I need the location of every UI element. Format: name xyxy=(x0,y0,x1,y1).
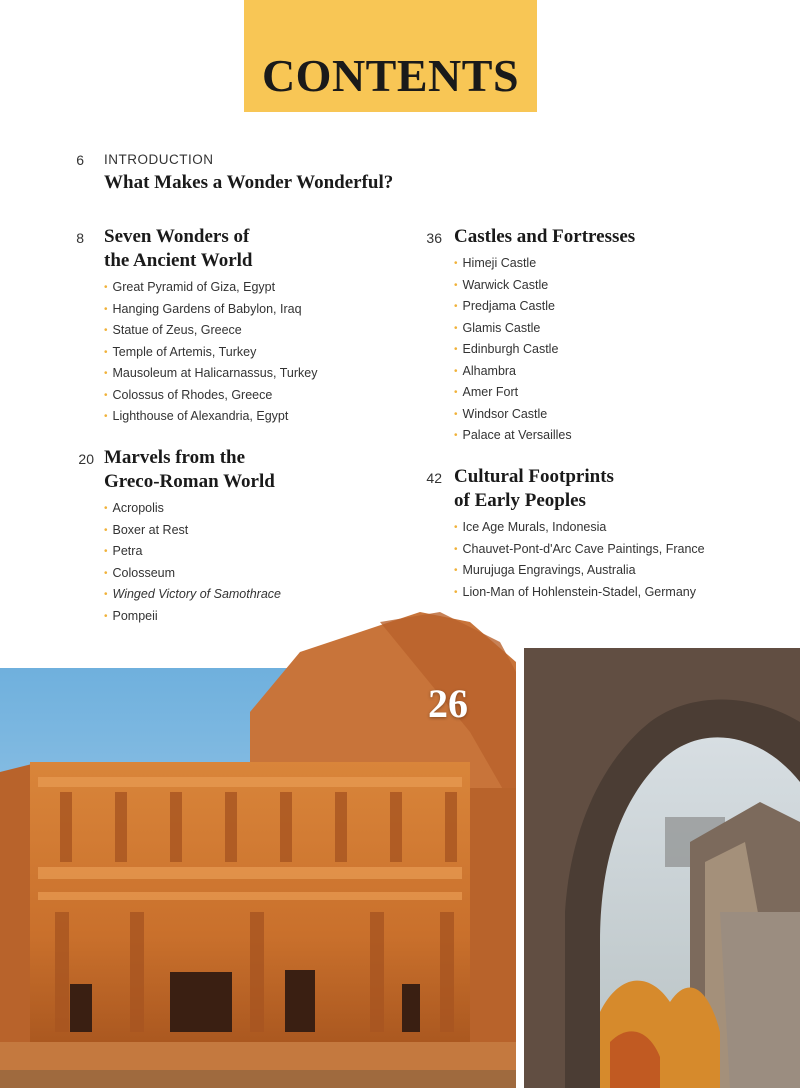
list-item: • Lighthouse of Alexandria, Egypt xyxy=(104,409,289,423)
title-banner xyxy=(244,0,537,112)
list-item: • Ice Age Murals, Indonesia xyxy=(454,520,607,534)
list-item: • Edinburgh Castle xyxy=(454,342,559,356)
list-item: • Glamis Castle xyxy=(454,320,541,335)
photo-page-number: 26 xyxy=(428,681,468,726)
list-item: • Hanging Gardens of Babylon, Iraq xyxy=(104,301,302,316)
list-item: • Petra xyxy=(104,544,143,558)
list-item: • Statue of Zeus, Greece xyxy=(104,323,242,337)
section-item-list xyxy=(454,253,572,447)
intro-page-number: 6 xyxy=(76,152,84,168)
list-item: • Himeji Castle xyxy=(454,256,537,270)
list-item: • Temple of Artemis, Turkey xyxy=(104,344,257,359)
list-item: • Warwick Castle xyxy=(454,277,549,292)
list-item: • Windsor Castle xyxy=(454,406,548,421)
section-heading: Cultural Footprints of Early Peoples xyxy=(454,466,614,511)
list-item: • Alhambra xyxy=(454,363,517,378)
list-item: • Murujuga Engravings, Australia xyxy=(454,563,636,577)
section-page-number: 20 xyxy=(78,451,94,467)
photo-strip xyxy=(0,612,800,1088)
intro-kicker: INTRODUCTION xyxy=(104,152,214,167)
list-item: • Colosseum xyxy=(104,565,176,580)
list-item: • Lion-Man of Hohlenstein-Stadel, Germany xyxy=(454,584,696,599)
list-item: • Palace at Versailles xyxy=(454,428,572,442)
section-heading: Marvels from the Greco-Roman World xyxy=(104,447,275,492)
list-item: • Great Pyramid of Giza, Egypt xyxy=(104,280,276,294)
list-item: • Pompeii xyxy=(104,608,158,623)
section-item-list xyxy=(104,277,317,428)
list-item: • Amer Fort xyxy=(454,385,519,399)
section-heading: Seven Wonders of the Ancient World xyxy=(104,226,253,271)
list-item: • Boxer at Rest xyxy=(104,522,189,537)
great-wall-photo xyxy=(524,648,800,1088)
section-item-list xyxy=(454,517,705,603)
list-item: • Predjama Castle xyxy=(454,299,555,313)
list-item: • Colossus of Rhodes, Greece xyxy=(104,387,273,402)
section-page-number: 8 xyxy=(76,230,84,246)
section-page-number: 42 xyxy=(426,470,442,486)
section-item-list xyxy=(104,498,281,627)
section-page-number: 36 xyxy=(426,230,442,246)
list-item: • Winged Victory of Samothrace xyxy=(104,587,282,601)
section-heading: Castles and Fortresses xyxy=(454,226,636,247)
list-item: • Acropolis xyxy=(104,501,164,515)
list-item: • Mausoleum at Halicarnassus, Turkey xyxy=(104,366,318,380)
page-title: CONTENTS xyxy=(261,50,520,101)
list-item: • Chauvet-Pont-d'Arc Cave Paintings, France xyxy=(454,541,705,556)
intro-heading: What Makes a Wonder Wonderful? xyxy=(104,172,394,193)
